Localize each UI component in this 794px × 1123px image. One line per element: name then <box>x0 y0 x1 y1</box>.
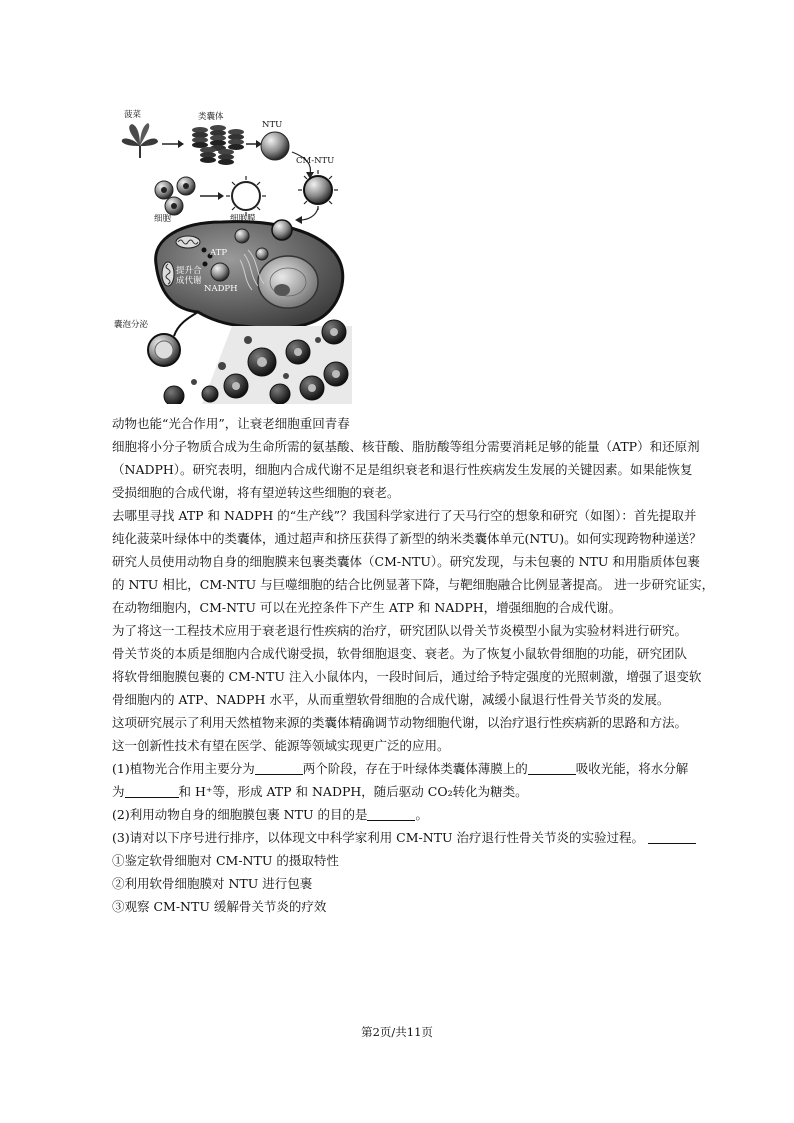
label-cell: 细胞 <box>154 214 172 224</box>
label-spinach: 菠菜 <box>124 110 142 120</box>
answer-blank[interactable] <box>528 762 576 775</box>
question-2: (2)利用动物自身的细胞膜包裹 NTU 的目的是 。 <box>112 807 428 822</box>
option-1: ①鉴定软骨细胞对 CM-NTU 的摄取特性 <box>112 853 339 868</box>
paragraph-line: 研究人员使用动物自身的细胞膜来包裹类囊体（CM-NTU）。研究发现，与未包裹的 NTU 和用脂质体包裹 <box>112 554 700 569</box>
paragraph-line: 受损细胞的合成代谢，将有望逆转这些细胞的衰老。 <box>112 485 400 500</box>
paragraph-line: 在动物细胞内，CM-NTU 可以在光控条件下产生 ATP 和 NADPH，增强细胞的合成代谢。 <box>112 600 622 615</box>
answer-blank[interactable] <box>125 785 179 798</box>
arrow-icon <box>200 192 224 200</box>
spinach-icon <box>122 123 158 158</box>
question-1-line-2: 为 和 H⁺等，形成 ATP 和 NADPH，随后驱动 CO₂转化为糖类。 <box>112 784 528 799</box>
label-improve: 提升合 <box>176 266 202 276</box>
answer-blank[interactable] <box>255 762 303 775</box>
label-thylakoid: 类囊体 <box>198 112 224 122</box>
answer-blank[interactable] <box>648 831 696 844</box>
label-cm-ntu: CM-NTU <box>296 156 335 166</box>
label-nadph: NADPH <box>204 284 238 294</box>
thylakoid-stack-icon <box>192 125 244 165</box>
question-1-line-1: (1)植物光合作用主要分为 两个阶段，存在于叶绿体类囊体薄膜上的 吸收光能，将水分解 <box>112 761 689 776</box>
arrow-icon <box>162 140 184 148</box>
paragraph-line: 这一创新性技术有望在医学、能源等领域实现更广泛的应用。 <box>112 738 450 753</box>
paragraph-line: 的 NTU 相比，CM-NTU 与巨噬细胞的结合比例显著下降，与靶细胞融合比例显著提高。 进一步研究证实， <box>112 577 715 592</box>
paragraph-line: 去哪里寻找 ATP 和 NADPH 的“生产线”？我国科学家进行了天马行空的想象和研究（如图）：首先提取并 <box>112 508 697 523</box>
article-title: 动物也能“光合作用”，让衰老细胞重回青春 <box>112 416 350 431</box>
paragraph-line: 纯化菠菜叶绿体中的类囊体，通过超声和挤压获得了新型的纳米类囊体单元(NTU)。如何实现跨物种递送？ <box>112 531 702 546</box>
paragraph-line: 骨关节炎的本质是细胞内合成代谢受损，软骨细胞退变、衰老。为了恢复小鼠软骨细胞的功能，研究团队 <box>112 646 688 661</box>
small-cell-icon <box>155 177 195 215</box>
label-anabolism: 成代谢 <box>176 276 202 286</box>
option-3: ③观察 CM-NTU 缓解骨关节炎的疗效 <box>112 899 327 914</box>
page-number: 第2页/共11页 <box>361 1025 433 1039</box>
question-3: (3)请对以下序号进行排序，以体现文中科学家利用 CM-NTU 治疗退行性骨关节炎的实验过程。 <box>112 826 692 849</box>
cell-membrane-icon <box>226 176 266 216</box>
paragraph-line: 这项研究展示了利用天然植物来源的类囊体精确调节动物细胞代谢，以治疗退行性疾病新的思路和方法。 <box>112 715 688 730</box>
answer-blank[interactable] <box>367 808 415 821</box>
arrow-icon <box>246 140 262 148</box>
paragraph-line: 为了将这一工程技术应用于衰老退行性疾病的治疗，研究团队以骨关节炎模型小鼠为实验材料进行研究。 <box>112 623 688 638</box>
paragraph-line: 细胞将小分子物质合成为生命所需的氨基酸、核苷酸、脂肪酸等组分需要消耗足够的能量（ATP）和还原剂 <box>112 439 700 454</box>
figure-illustration <box>112 104 352 404</box>
paragraph-line: 骨细胞内的 ATP、NADPH 水平，从而重塑软骨细胞的合成代谢，减缓小鼠退行性骨关节炎的发展。 <box>112 692 670 707</box>
label-cell-membrane: 细胞膜 <box>230 214 256 224</box>
ntu-sphere-icon <box>261 132 289 160</box>
option-2: ②利用软骨细胞膜对 NTU 进行包裹 <box>112 876 313 891</box>
research-figure <box>112 104 352 404</box>
paragraph-line: 将软骨细胞膜包裹的 CM-NTU 注入小鼠体内，一段时间后，通过给予特定强度的光照刺激，增强了退变软 <box>112 669 702 684</box>
paragraph-line: （NADPH）。研究表明，细胞内合成代谢不足是组织衰老和退行性疾病发生发展的关键因素。如果能恢复 <box>112 462 693 477</box>
label-ntu: NTU <box>262 120 283 130</box>
article-body <box>112 412 715 918</box>
arrow-icon <box>300 208 318 220</box>
cm-ntu-sphere-icon <box>298 170 338 210</box>
label-vesicle-secretion: 囊泡分泌 <box>114 320 149 330</box>
label-atp: ATP <box>210 248 228 258</box>
vesicle-secretion-icon <box>148 312 198 366</box>
